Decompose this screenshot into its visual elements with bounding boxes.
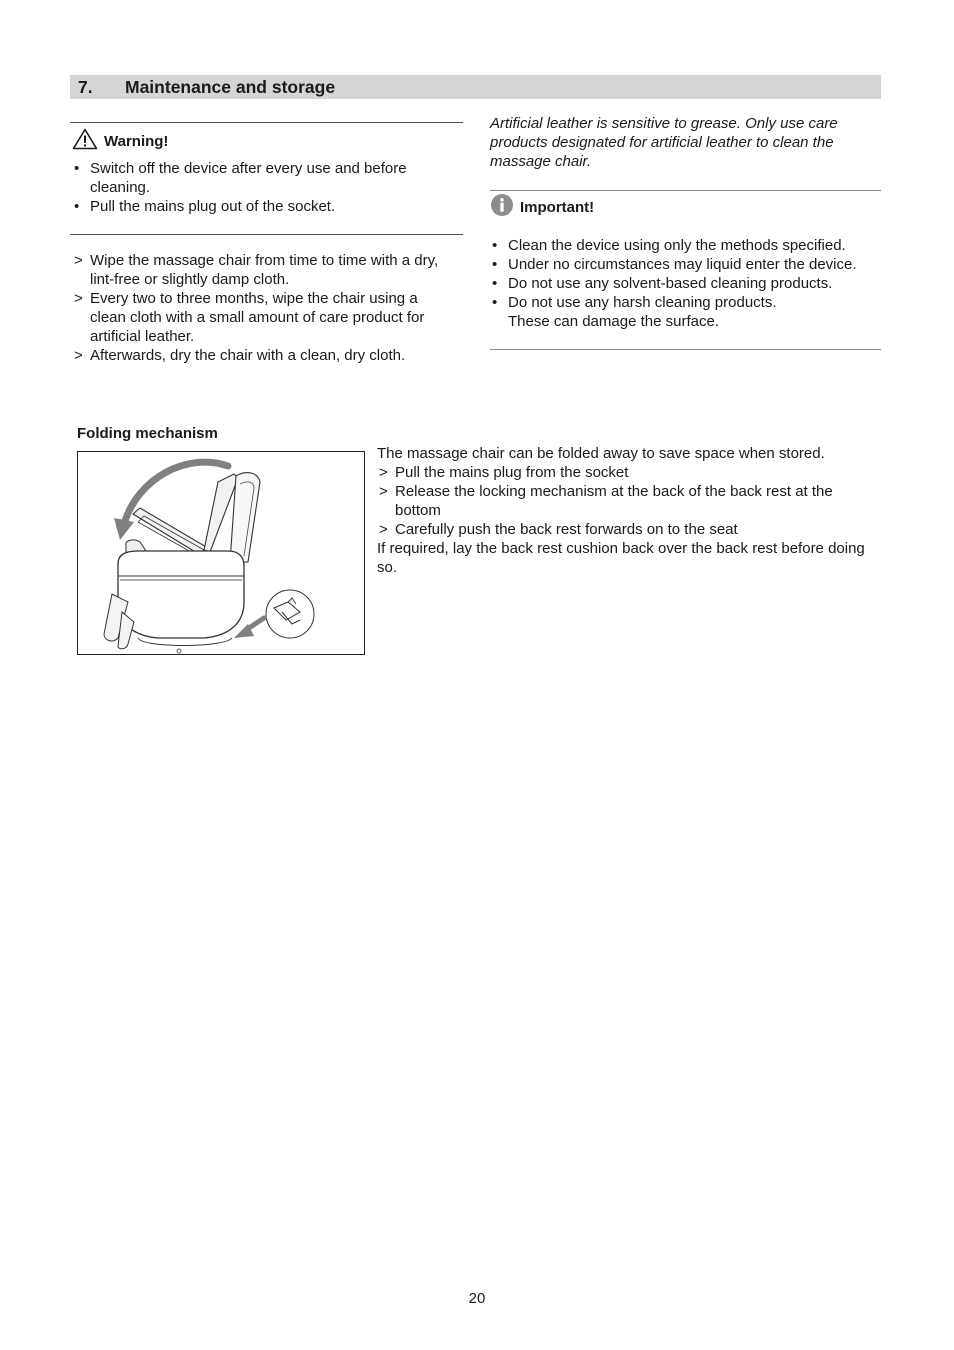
arrow-mark: > xyxy=(74,290,83,307)
warning-heading: Warning! xyxy=(104,133,169,150)
info-icon xyxy=(490,193,514,222)
warning-list xyxy=(72,159,462,216)
leather-note: Artificial leather is sensitive to grease. Only use care products designated for artificial leather to clean the massage chair. xyxy=(490,115,838,170)
section-number: 7. xyxy=(78,77,93,97)
list-item: • Clean the device using only the methods specified. xyxy=(492,237,846,254)
list-item: • Do not use any solvent-based cleaning products. xyxy=(492,275,833,292)
list-item: > Every two to three months, wipe the chair using a clean cloth with a small amount of care product for artificial leather. xyxy=(74,290,425,345)
important-extra-line: These can damage the surface. xyxy=(508,313,719,330)
warning-top-rule xyxy=(70,122,463,123)
bullet-mark: • xyxy=(74,160,80,177)
bullet-mark: • xyxy=(492,237,498,254)
list-item: > Afterwards, dry the chair with a clean, dry cloth. xyxy=(74,347,406,364)
folding-steps-list xyxy=(377,463,877,539)
folding-text xyxy=(377,444,877,577)
arrow-mark: > xyxy=(74,252,83,269)
important-heading: Important! xyxy=(520,199,595,216)
folding-heading: Folding mechanism xyxy=(77,425,218,442)
list-item: • Under no circumstances may liquid enter the device. xyxy=(492,256,857,273)
arrow-mark: > xyxy=(379,521,388,538)
important-heading-row xyxy=(490,193,881,222)
bullet-mark: • xyxy=(74,198,80,215)
bullet-mark: • xyxy=(492,275,498,292)
warning-block xyxy=(72,128,462,216)
important-block xyxy=(490,193,881,331)
important-top-rule xyxy=(490,190,881,191)
list-item: • Do not use any harsh cleaning products. These can damage the surface. xyxy=(492,294,777,330)
arrow-mark: > xyxy=(379,483,388,500)
list-item: > Wipe the massage chair from time to time with a dry, lint-free or slightly damp cloth. xyxy=(74,252,439,288)
bullet-mark: • xyxy=(492,256,498,273)
warning-bottom-rule xyxy=(70,234,463,235)
bullet-mark: • xyxy=(492,294,498,311)
warning-heading-row xyxy=(72,128,462,155)
important-bottom-rule xyxy=(490,349,881,350)
arrow-mark: > xyxy=(74,347,83,364)
massage-chair-illustration xyxy=(78,452,364,654)
list-item: • Pull the mains plug out of the socket. xyxy=(74,198,336,215)
warning-triangle-icon xyxy=(72,128,98,155)
folding-illustration xyxy=(77,451,365,655)
list-item: > Carefully push the back rest forwards on to the seat xyxy=(379,521,738,538)
list-item: > Release the locking mechanism at the back of the back rest at the bottom xyxy=(379,483,833,519)
section-title: Maintenance and storage xyxy=(125,77,336,97)
section-header xyxy=(70,75,881,99)
folding-intro: The massage chair can be folded away to save space when stored. xyxy=(377,445,825,462)
cleaning-steps-list xyxy=(72,251,457,365)
folding-outro: If required, lay the back rest cushion back over the back rest before doing so. xyxy=(377,540,865,576)
page-number: 20 xyxy=(468,1290,486,1307)
list-item: • Switch off the device after every use and before cleaning. xyxy=(74,160,407,196)
cleaning-steps xyxy=(72,251,457,365)
list-item: > Pull the mains plug from the socket xyxy=(379,464,629,481)
important-list xyxy=(490,236,881,331)
arrow-mark: > xyxy=(379,464,388,481)
